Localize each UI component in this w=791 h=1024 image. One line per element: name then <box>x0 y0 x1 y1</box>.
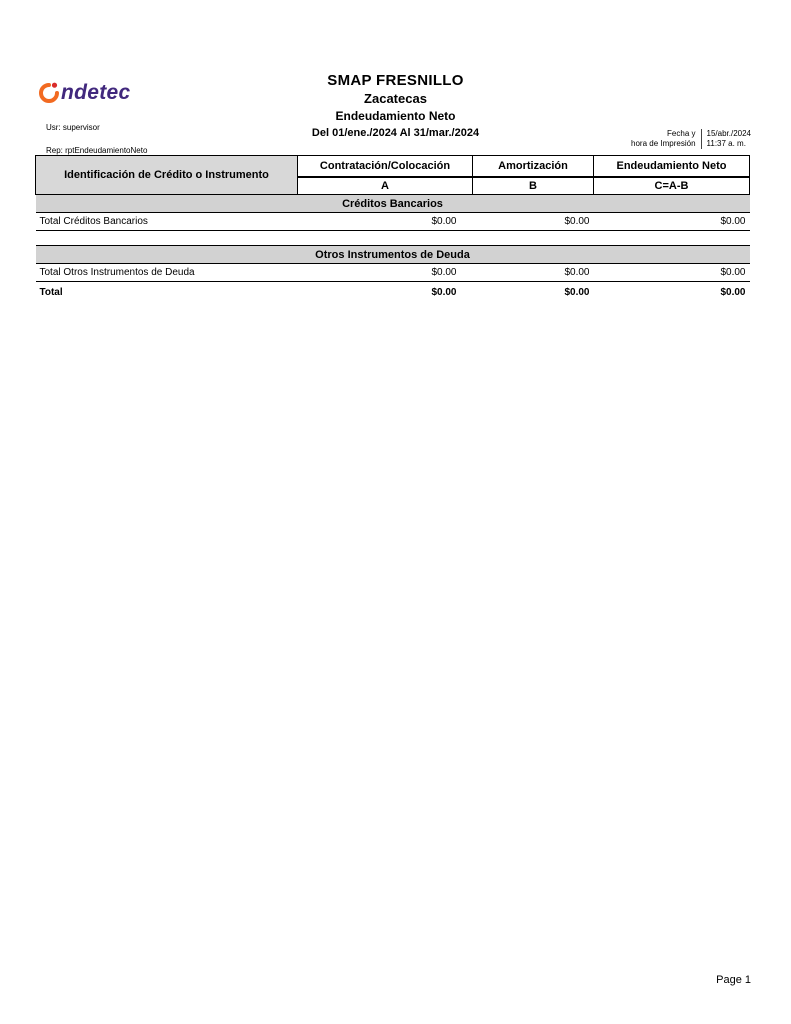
meta-left <box>46 123 147 155</box>
cell-contratacion: $0.00 <box>298 264 473 282</box>
page-number: Page 1 <box>716 974 751 986</box>
total-amortizacion: $0.00 <box>564 287 590 298</box>
total-contratacion: $0.00 <box>431 287 457 298</box>
row-label: Total Créditos Bancarios <box>36 213 298 231</box>
spacer-row <box>36 231 750 246</box>
cell-endeudamiento: $0.00 <box>594 264 750 282</box>
subcolumn-a: A <box>298 177 473 195</box>
print-date-value: 15/abr./2024 <box>706 129 751 138</box>
logo-text: ndetec <box>61 81 131 104</box>
subcolumn-c: C=A-B <box>594 177 750 195</box>
cell-amortizacion: $0.00 <box>473 213 594 231</box>
print-info-labels <box>631 129 701 149</box>
print-time-value: 11:37 a. m. <box>706 139 746 148</box>
column-header-instrument: Identificación de Crédito o Instrumento <box>36 156 298 195</box>
report-period: Del 01/ene./2024 Al 31/mar./2024 <box>311 127 480 139</box>
column-header-endeudamiento: Endeudamiento Neto <box>594 156 750 178</box>
report-title: Endeudamiento Neto <box>335 109 456 123</box>
total-endeudamiento: $0.00 <box>720 287 746 298</box>
cell-endeudamiento: $0.00 <box>594 213 750 231</box>
section-title: Créditos Bancarios <box>36 195 750 213</box>
print-info-values <box>702 129 751 149</box>
cell-contratacion: $0.00 <box>298 213 473 231</box>
spacer-cell <box>36 231 750 246</box>
column-header-contratacion: Contratación/Colocación <box>298 156 473 178</box>
print-date-label: Fecha y <box>667 129 696 138</box>
table-row <box>36 264 750 282</box>
table-header-row <box>36 156 750 178</box>
section-header-creditos-bancarios <box>36 195 750 213</box>
section-header-otros-instrumentos <box>36 246 750 264</box>
column-header-amortizacion: Amortización <box>473 156 594 178</box>
subcolumn-b: B <box>473 177 594 195</box>
report-id-label: Rep: rptEndeudamientoNeto <box>46 146 148 155</box>
print-info <box>631 129 751 149</box>
grand-total-row <box>36 282 750 304</box>
report-table <box>35 155 750 303</box>
total-label: Total <box>39 287 63 298</box>
row-label: Total Otros Instrumentos de Deuda <box>36 264 298 282</box>
entity-state: Zacatecas <box>364 91 427 106</box>
entity-title: SMAP FRESNILLO <box>327 72 464 89</box>
table-row <box>36 213 750 231</box>
print-time-label: hora de Impresión <box>631 139 696 148</box>
cell-amortizacion: $0.00 <box>473 264 594 282</box>
user-label: Usr: supervisor <box>46 123 100 132</box>
section-title: Otros Instrumentos de Deuda <box>36 246 750 264</box>
